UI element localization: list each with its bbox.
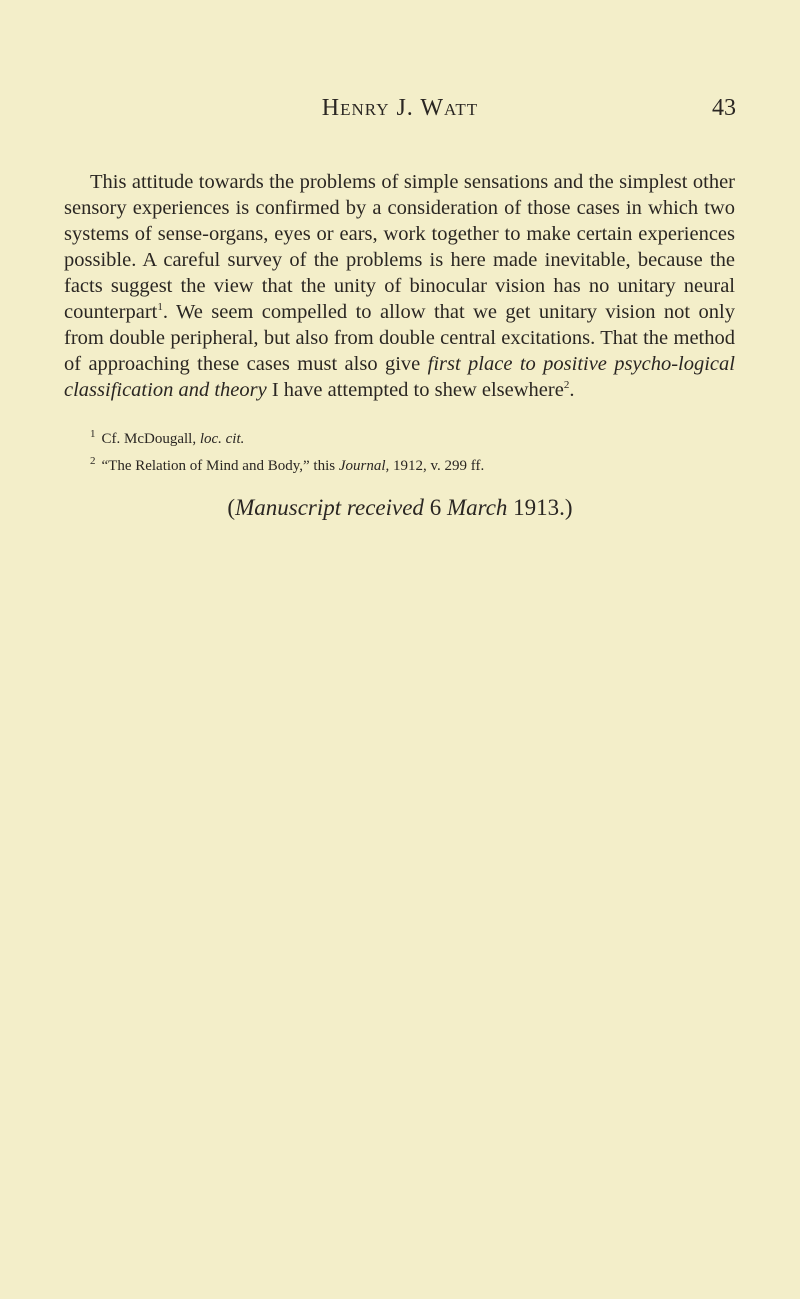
received-month: March: [446, 495, 508, 520]
received-label: Manuscript received: [235, 495, 424, 520]
paragraph-italic-phrase: first place to positive psycho-logical classification and theory: [64, 352, 735, 401]
paragraph-text-3: I have attempted to shew elsewhere: [266, 378, 564, 401]
footnote-2: [90, 450, 735, 477]
received-open: (: [227, 495, 236, 520]
running-head: [0, 95, 800, 125]
paragraph-text-4: .: [569, 378, 575, 401]
footnote-2-italic: Journal,: [338, 458, 390, 474]
footnote-1-italic: loc. cit.: [199, 431, 245, 447]
footnote-1-text: Cf. McDougall,: [101, 431, 200, 447]
received-day: 6: [423, 495, 447, 520]
footnotes: [64, 423, 735, 477]
received-year: 1913.): [507, 495, 573, 520]
body-paragraph: [64, 169, 735, 403]
footnote-2-text: “The Relation of Mind and Body,” this: [101, 458, 339, 474]
author-running-head: Henry J. Watt: [321, 95, 479, 121]
manuscript-received-note: [0, 495, 800, 521]
paragraph-text-1: This attitude towards the problems of simple sensations and the simplest other sensory experiences is confirmed by a consideration of those cases in which two systems of sense-organs, eyes or ears, work together to make certain experiences possible. A careful survey of the problems is here made inevitable, because the facts suggest the view that the unity of binocular vision has no unitary neural counterpart: [64, 170, 735, 323]
footnote-mark-1: 1: [90, 428, 96, 440]
page-number: 43: [712, 95, 736, 121]
footnote-1: [90, 423, 735, 450]
footnote-ref-1: 1: [157, 300, 163, 313]
footnote-mark-2: 2: [90, 455, 96, 467]
footnote-ref-2: 2: [563, 378, 570, 391]
paragraph-text-2: . We seem compelled to allow that we get unitary vision not only from double peripheral, but also from double central excitations. That the method of approaching these cases must also give: [64, 300, 735, 375]
footnote-2-tail: 1912, v. 299 ff.: [389, 458, 485, 474]
